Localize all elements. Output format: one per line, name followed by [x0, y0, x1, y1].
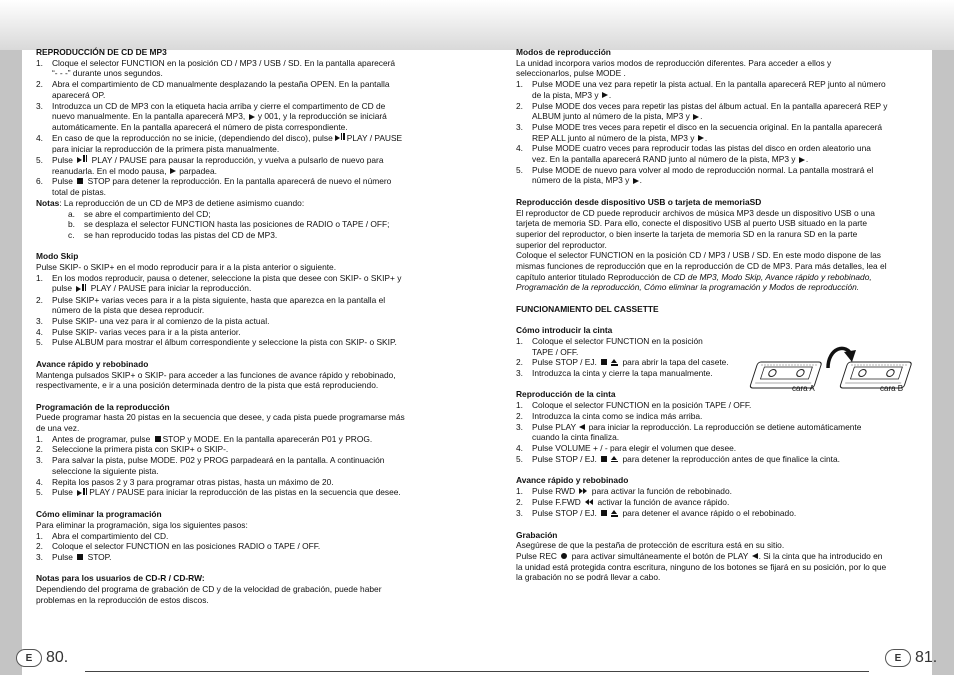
paragraph: Puede programar hasta 20 pistas en la secuencia que desee, y cada pista puede programarse más de una vez.	[36, 412, 405, 434]
list-item: 5. Pulse ALBUM para mostrar el álbum correspondiente y seleccione la pista con SKIP- o SKIP.	[36, 337, 397, 348]
section-heading: Cómo eliminar la programación	[36, 509, 162, 520]
sub-item: a. se abre el compartimiento del CD;	[68, 208, 211, 219]
page-number: 80.	[46, 649, 69, 666]
cassette-label-a: cara A	[792, 384, 815, 393]
section-heading: FUNCIONAMIENTO DEL CASSETTE	[516, 303, 659, 314]
paragraph: Pulse SKIP- o SKIP+ en el modo reproducir para ir a la pista anterior o siguiente.	[36, 262, 337, 273]
page-number: 81.	[915, 649, 938, 666]
language-badge: E	[885, 649, 911, 667]
play-icon	[633, 178, 639, 184]
cassette-label-b: cara B	[880, 384, 904, 393]
list-item: 2. Pulse SKIP+ varias veces para ir a la pista siguiente, hasta que aparezca en la pantalla el número de la pista que desea reproducir.	[36, 294, 386, 316]
list-item: 2. Pulse F.FWD activar la función de avance rápido.	[516, 496, 730, 507]
play-icon	[693, 114, 699, 120]
paragraph: Para eliminar la programación, siga los siguientes pasos:	[36, 519, 248, 530]
eject-icon	[611, 510, 618, 517]
list-item: 3. Pulse MODE tres veces para repetir el disco en la secuencia original. En la pantalla aparecerá REP ALL junto al número de la pista, MP3 y .	[516, 121, 883, 143]
list-item: 3. Pulse SKIP- una vez para ir al comienzo de la pista actual.	[36, 316, 270, 327]
paragraph: Asegúrese de que la pestaña de protección de escritura está en su sitio. Pulse REC para activar simultáneamente el botón de PLAY . Si la cinta que ha introducido en la unidad está protegida contra escritura, ninguno de los botones se fijará en su posición, por lo que la grabación no se podrá llevar a cabo.	[516, 540, 887, 583]
section-heading: Reproducción de la cinta	[516, 389, 616, 400]
list-item: 6. Pulse STOP para detener la reproducción. En la pantalla aparecerá de nuevo el número total de pistas.	[36, 176, 392, 198]
record-icon	[561, 553, 567, 559]
list-item: 3. Introduzca la cinta y cierre la tapa manualmente.	[516, 368, 713, 379]
stop-icon	[601, 510, 607, 516]
list-item: 2. Pulse STOP / EJ. para abrir la tapa del casete.	[516, 357, 729, 368]
section-heading: Cómo introducir la cinta	[516, 325, 613, 336]
list-item: 5. Pulse MODE de nuevo para volver al modo de reproducción normal. La pantalla mostrará el número de la pista, MP3 y .	[516, 164, 874, 186]
stop-icon	[601, 456, 607, 462]
sub-item: c. se han reproducido todas las pistas del CD de MP3.	[68, 229, 278, 240]
page-number-left	[16, 644, 68, 672]
section-heading: Grabación	[516, 529, 558, 540]
list-item: 4. En caso de que la reproducción no se inicie, (dependiendo del disco), pulse PLAY / PAUSE para iniciar la reproducción de la primera pista manualmente.	[36, 132, 403, 154]
fast-forward-icon	[585, 497, 593, 508]
list-item: 2. Introduzca la cinta como se indica más arriba.	[516, 410, 703, 421]
play-pause-icon	[335, 133, 345, 144]
play-icon	[249, 114, 255, 120]
list-item: 3. Pulse STOP.	[36, 551, 112, 562]
play-pause-icon	[77, 488, 87, 499]
list-item: 2. Coloque el selector FUNCTION en las posiciones RADIO o TAPE / OFF.	[36, 541, 321, 552]
list-item: 1. Abra el compartimiento del CD.	[36, 530, 169, 541]
play-reverse-icon	[752, 553, 758, 559]
paragraph: Dependiendo del programa de grabación de CD y de la velocidad de grabación, puede haber problemas en la reproducción de estos discos.	[36, 584, 382, 605]
play-icon	[799, 157, 805, 163]
list-item: 1. Pulse RWD para activar la función de rebobinado.	[516, 485, 732, 496]
right-column	[516, 47, 920, 583]
footer-rule	[85, 671, 869, 672]
notes: Notas: La reproducción de un CD de MP3 de detiene asimismo cuando:	[36, 197, 305, 208]
list-item: 5. Pulse PLAY / PAUSE para iniciar la reproducción de las pistas en la secuencia que desee.	[36, 487, 401, 498]
list-item: 5. Pulse STOP / EJ. para detener la reproducción antes de que finalice la cinta.	[516, 453, 840, 464]
left-column	[36, 47, 440, 605]
play-reverse-icon	[579, 424, 585, 430]
stop-icon	[77, 554, 83, 560]
paragraph: Mantenga pulsados SKIP+ o SKIP- para acceder a las funciones de avance rápido y rebobinado, respectivamente, e ir a una posición determinada dentro de la pista que está reproduciendo.	[36, 369, 396, 391]
list-item: 4. Pulse SKIP- varias veces para ir a la pista anterior.	[36, 326, 241, 337]
header-band	[0, 0, 954, 50]
list-item: 3. Pulse STOP / EJ. para detener el avance rápido o el rebobinado.	[516, 508, 797, 519]
paragraph: El reproductor de CD puede reproducir archivos de música MP3 desde un dispositivo USB o una tarjeta de memoria SD. Para ello, conecte el dispositivo USB al puerto USB situado en la parte superior del reproductor, o bien inserte la tarjeta de memoria SD en la ranura SD en la parte superior del reproductor. Coloque el selector FUNCTION en la posición CD / MP3 / USB / SD. En este modo dispone de las mismas funciones de reproducción que en la reproducción de CD de MP3. Para más detalles, lea el capítulo anterior titulado Reproducción de CD de MP3, Modo Skip, Avance rápido y rebobinado, Programación de la reproducción, Cómo eliminar la programación y Modos de reproducción.	[516, 207, 887, 293]
stop-icon	[77, 178, 83, 184]
section-heading: Reproducción desde dispositivo USB o tarjeta de memoriaSD	[516, 196, 762, 207]
stop-icon	[601, 359, 607, 365]
list-item: 1. Coloque el selector FUNCTION en la posición TAPE / OFF.	[516, 400, 752, 411]
list-item: 1. Cloque el selector FUNCTION en la posición CD / MP3 / USB / SD. En la pantalla aparecerá “- - -” durante unos segundos.	[36, 57, 396, 79]
list-item: 2. Seleccione la primera pista con SKIP+ o SKIP-.	[36, 444, 229, 455]
section-heading: Modo Skip	[36, 251, 79, 262]
list-item: 1. Antes de programar, pulse STOP y MODE. En la pantalla aparecerán P01 y PROG.	[36, 433, 373, 444]
list-item: 3. Introduzca un CD de MP3 con la etiqueta hacia arriba y cierre el compartimento de CD de nuevo manualmente. En la pantalla aparecerá MP3, y 001, y la reproducción se iniciará automáticamente. En la pantalla aparecerá el número de pista correspondiente.	[36, 100, 387, 132]
play-pause-icon	[77, 155, 87, 166]
list-item: 1. En los modos reproducir, pausa o detener, seleccione la pista que desee con SKIP- o SKIP+ y pulse PLAY / PAUSE para iniciar la reproducción.	[36, 272, 402, 294]
section-heading: Modos de reproducción	[516, 47, 611, 57]
eject-icon	[611, 359, 618, 366]
rewind-icon	[579, 486, 587, 497]
list-item: 2. Pulse MODE dos veces para repetir las pistas del álbum actual. En la pantalla aparecerá REP y ALBUM junto al número de la pista, MP3 y .	[516, 100, 888, 122]
list-item: 4. Pulse VOLUME + / - para elegir el volumen que desee.	[516, 442, 737, 453]
list-item: 5. Pulse PLAY / PAUSE para pausar la reproducción, y vuelva a pulsarlo de nuevo para reanudarla. En el modo pausa, parpadea.	[36, 154, 384, 176]
stop-icon	[155, 436, 161, 442]
play-icon	[698, 135, 704, 141]
play-icon	[170, 168, 176, 174]
list-item: 1. Pulse MODE una vez para repetir la pista actual. En la pantalla aparecerá REP junto al número de la pista, MP3 y .	[516, 79, 886, 100]
list-item: 4. Pulse MODE cuatro veces para reproducir todas las pistas del disco en orden aleatorio una vez. En la pantalla aparecerá RAND junto al número de la pista, MP3 y .	[516, 143, 871, 165]
section-heading: Notas para los usuarios de CD-R / CD-RW:	[36, 573, 205, 584]
section-heading: REPRODUCCIÓN DE CD DE MP3	[36, 47, 167, 57]
list-item: 2. Abra el compartimiento de CD manualmente desplazando la pestaña OPEN. En la pantalla aparecerá OP.	[36, 79, 390, 100]
list-item: 4. Repita los pasos 2 y 3 para programar otras pistas, hasta un máximo de 20.	[36, 476, 334, 487]
page-number-right	[885, 644, 937, 672]
play-pause-icon	[76, 284, 86, 295]
eject-icon	[611, 456, 618, 463]
sub-item: b. se desplaza el selector FUNCTION hasta las posiciones de RADIO o TAPE / OFF;	[68, 219, 390, 230]
list-item: 3. Pulse PLAY para iniciar la reproducción. La reproducción se detiene automáticamente cuando la cinta finaliza.	[516, 421, 862, 443]
section-heading: Programación de la reproducción	[36, 401, 170, 412]
right-margin-bar	[932, 50, 954, 675]
language-badge: E	[16, 649, 42, 667]
play-icon	[602, 92, 608, 98]
paragraph: La unidad incorpora varios modos de reproducción diferentes. Para acceder a ellos y seleccionarlos, pulse MODE .	[516, 57, 832, 79]
list-item: 1. Coloque el selector FUNCTION en la posición TAPE / OFF.	[516, 335, 703, 357]
left-margin-bar	[0, 50, 22, 675]
section-heading: Avance rápido y rebobinado	[36, 358, 149, 369]
list-item: 3. Para salvar la pista, pulse MODE. P02 y PROG parpadeará en la pantalla. A continuación seleccione la siguiente pista.	[36, 455, 385, 476]
section-heading: Avance rápido y rebobinado	[516, 475, 629, 486]
